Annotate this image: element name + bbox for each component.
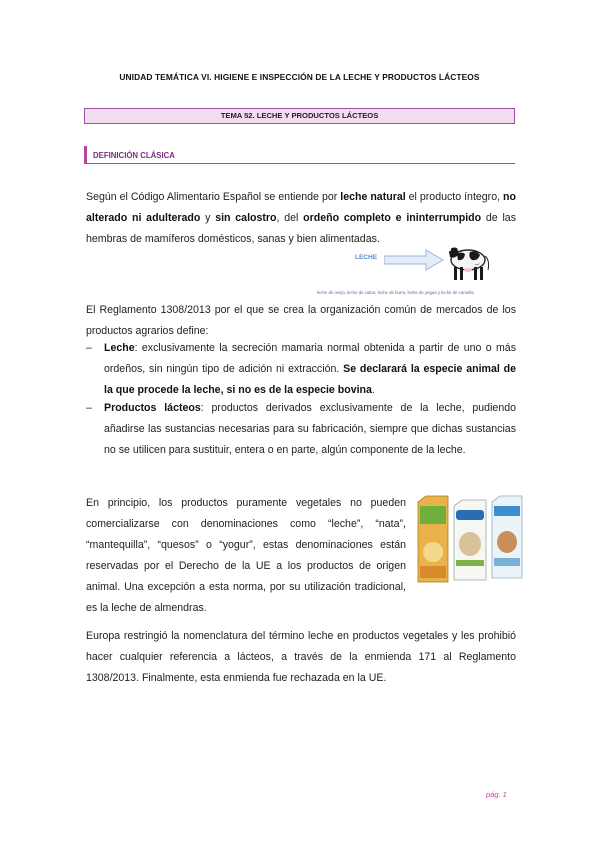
carton-soy [418,496,448,582]
figure-leche-label: LECHE [355,254,378,261]
paragraph-definition: Según el Código Alimentario Español se entiende por leche natural el producto íntegro, no alterado ni adulterado y sin calostro, del ordeño completo e ininterrumpido de las hembras de mamíferos domésticos, sanas y bien alimentadas. [86,191,516,245]
list-dash: – [86,402,92,414]
unit-title: UNIDAD TEMÁTICA VI. HIGIENE E INSPECCIÓN DE LA LECHE Y PRODUCTOS LÁCTEOS [119,72,480,82]
paragraph-reglamento: El Reglamento 1308/2013 por el que se crea la organización común de mercados de los productos agrarios define: [86,304,516,337]
page-number: pág. 1 [486,790,507,799]
term-productos-lacteos: Productos lácteos [104,402,201,414]
carton-almendras [492,496,522,578]
paragraph-denominaciones: En principio, los productos puramente vegetales no pueden comercializarse con denominaciones como “leche”, “nata”, “mantequilla”, “quesos” o “yogur”, estas denominaciones están reservadas por el Derecho de la UE a los productos de origen animal. Una excepción a esta norma, por su utilización tradicional, es la leche de almendras. [86,497,406,614]
term-leche: Leche [104,342,135,354]
plant-milk-cartons-image [414,494,526,584]
section-underline [84,163,515,164]
cow-icon [444,240,492,284]
list-item-productos-lacteos: – Productos lácteos: productos derivados exclusivamente de la leche, pudiendo añadirse las sustancias necesarias para su fabricación, siempre que dichas sustancias no se utilicen para sustituir, entera o en parte, algún componente de la leche. [104,398,516,461]
paragraph-enmienda: Europa restringió la nomenclatura del término leche en productos vegetales y les prohibió hacer cualquier referencia a lácteos, a través de la enmienda 171 al Reglamento 1308/2013. Finalmente, esta enmienda fue rechazada en la UE. [86,630,516,684]
section-accent-bar [84,146,87,164]
list-item-leche: – Leche: exclusivamente la secreción mamaria normal obtenida a partir de uno o más ordeños, sin ningún tipo de adición ni extracción. Se declarará la especie animal de la que procede la leche, si no es de la especie bovina. [104,338,516,401]
figure-caption: leche de oveja, leche de cabra, leche de burra, leche de yegua y leche de camella. [317,290,475,295]
list-dash: – [86,342,92,354]
section-title: DEFINICIÓN CLÁSICA [93,151,175,160]
carton-alpro [454,500,486,580]
tema-title-box [84,108,515,124]
arrow-right-icon [384,249,444,271]
tema-title: TEMA 52. LECHE Y PRODUCTOS LÁCTEOS [220,111,379,120]
